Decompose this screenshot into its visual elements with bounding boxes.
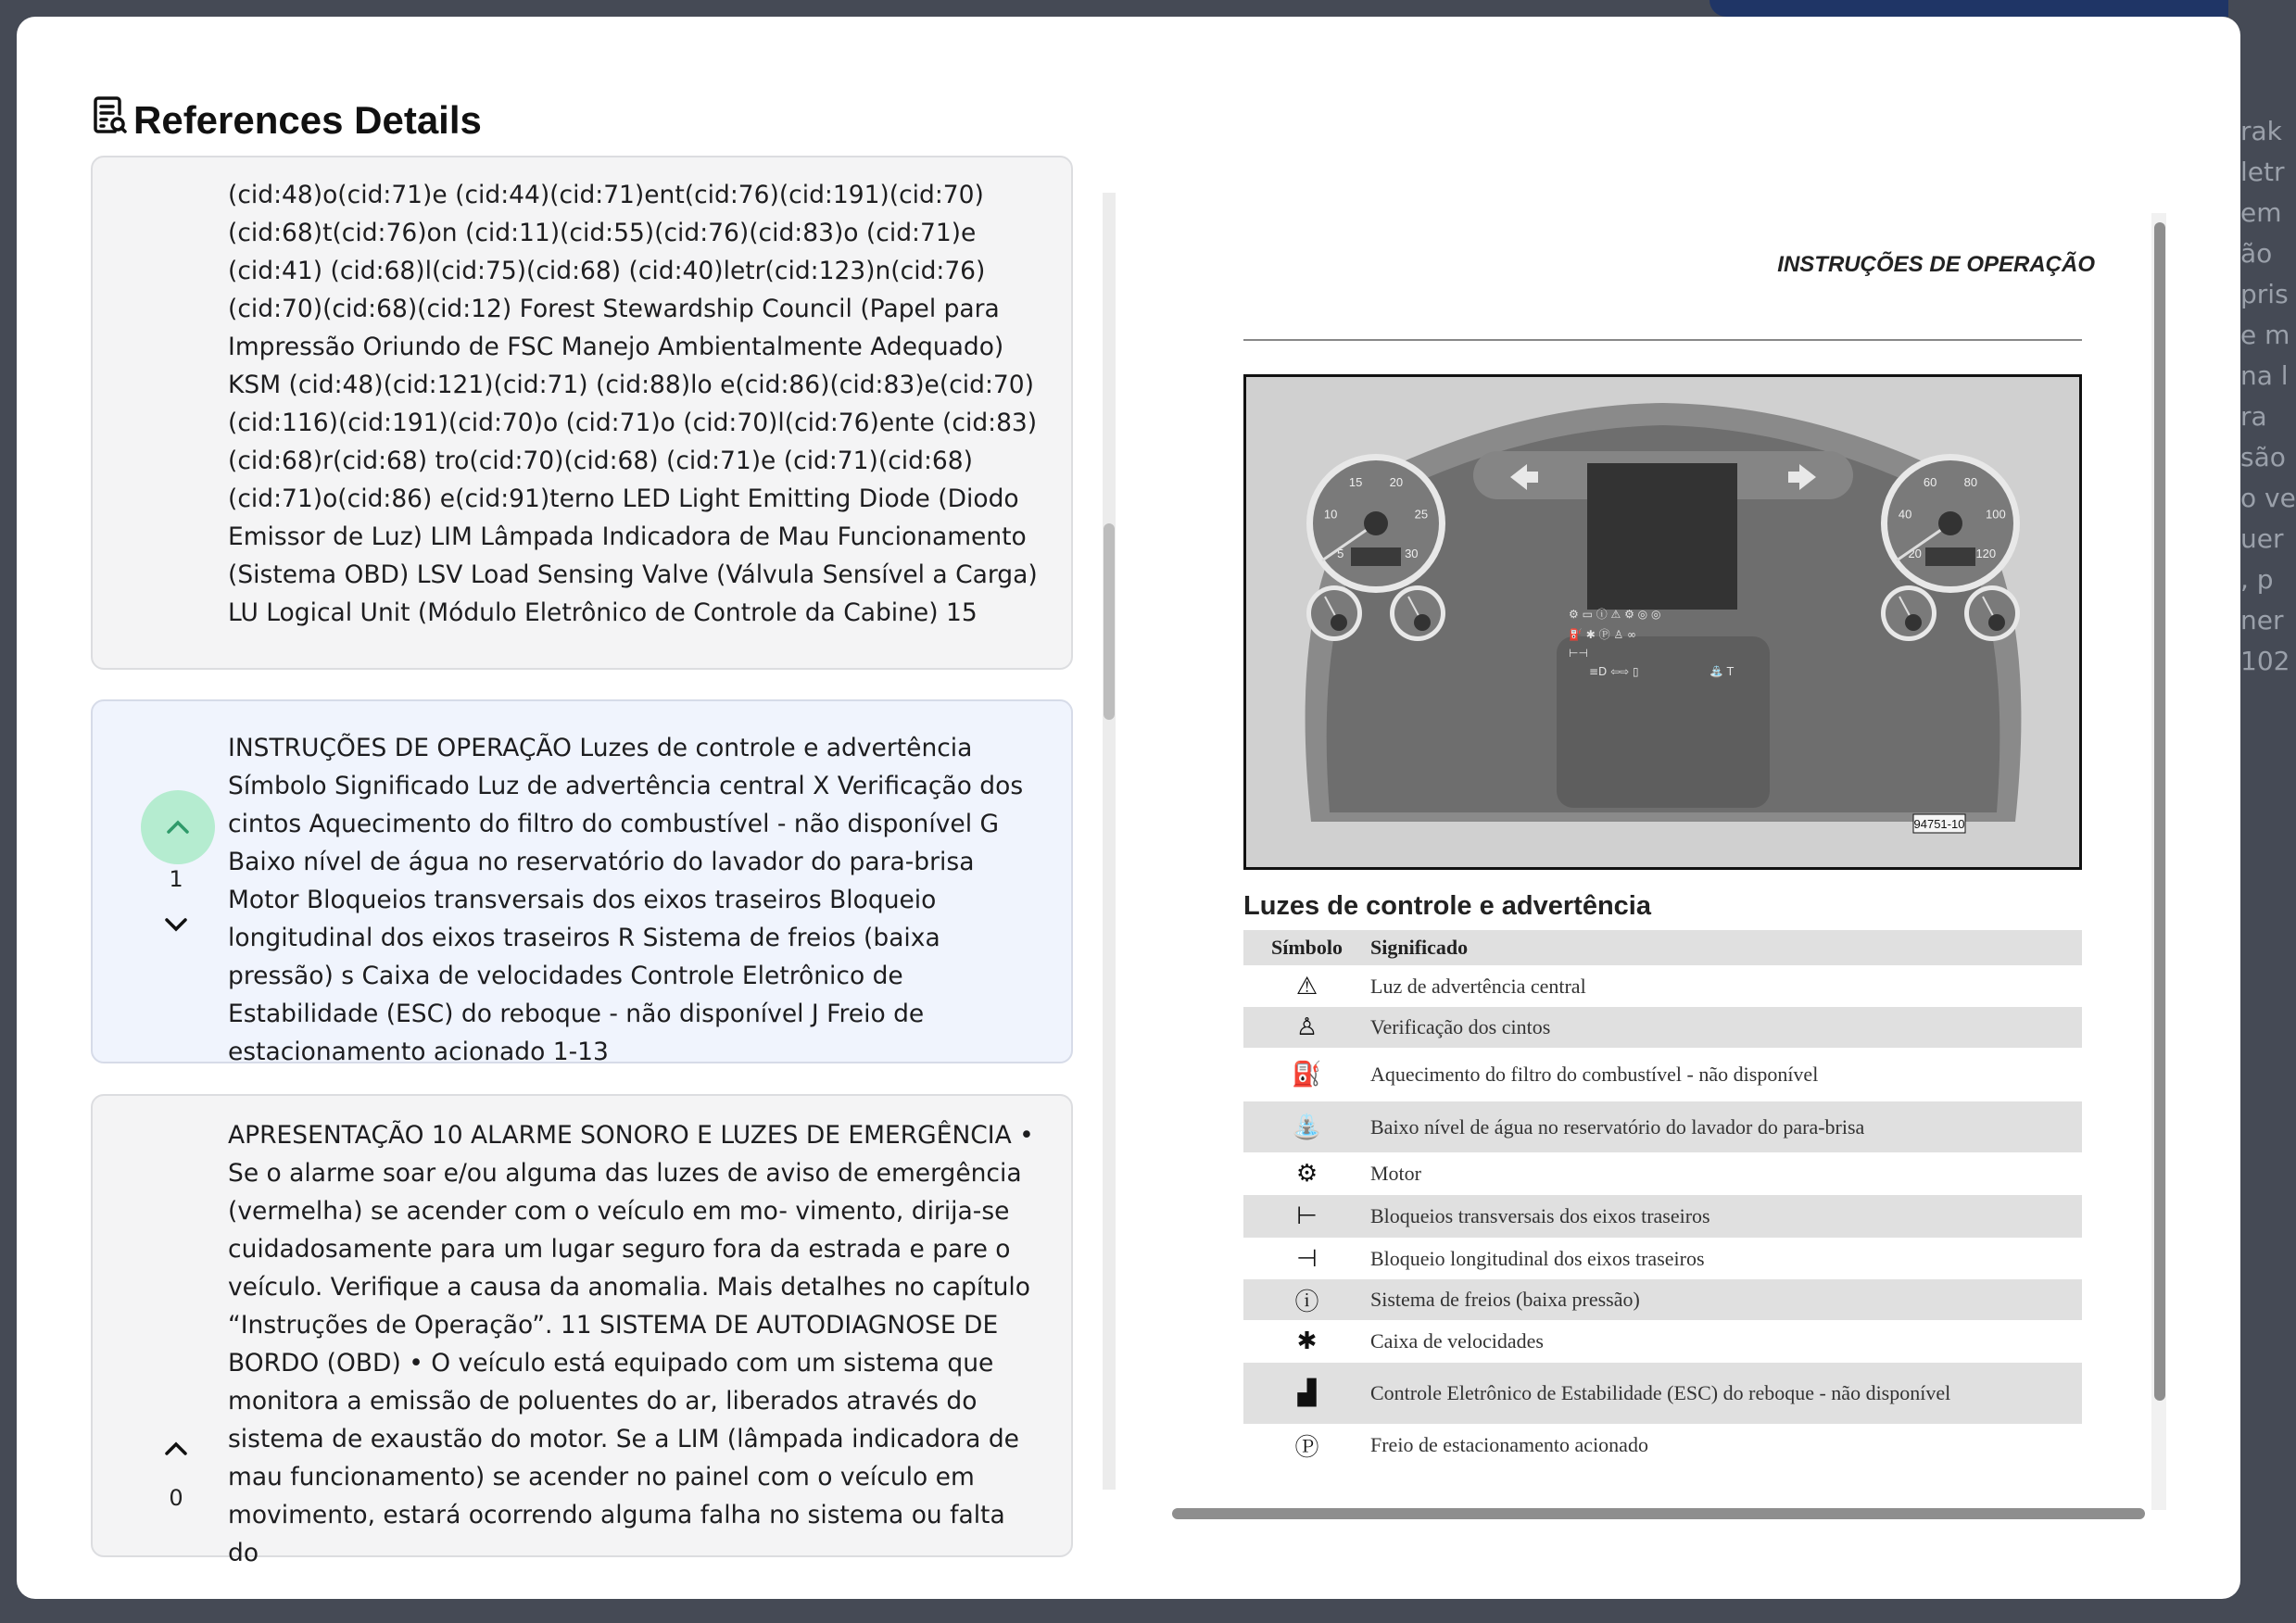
chevron-up-icon xyxy=(163,1441,189,1457)
table-row xyxy=(1243,1238,2082,1279)
gauge-label: 80 xyxy=(1963,475,1978,490)
gauge-label: 30 xyxy=(1405,547,1419,561)
section-title: Luzes de controle e advertência xyxy=(1243,891,1651,921)
table-row xyxy=(1243,1152,2082,1195)
reference-text: APRESENTAÇÃO 10 ALARME SONORO E LUZES DE EMERGÊNCIA • Se o alarme soar e/ou alguma das luzes de aviso de emergência (vermelha) se acender com o veículo em mo- vimento, dirija-se cuidadosamente para um lugar seguro fora da estrada e pare o veículo. Verifique a causa da anomalia. Mais detalhes no capítulo “Instruções de Operação”. 11 SISTEMA DE AUTODIAGNOSE DE BORDO (OBD) • O veículo está equipado com um sistema que monitora a emissão de poluentes do ar, liberados através do sistema de exaustão do motor. Se a LIM (lâmpada indicadora de mau funcionamento) se acender no painel com o veículo em movimento, estará ocorrendo alguma falha no sistema ou falta do xyxy=(228,1121,1034,1567)
meaning-text: Aquecimento do filtro do combustível - não disponível xyxy=(1370,1063,1819,1086)
parking-brake-icon: Ⓟ xyxy=(1294,1433,1319,1461)
vote-count: 1 xyxy=(169,866,183,892)
axle-longitudinal-lock-icon: ⊣ xyxy=(1296,1244,1318,1272)
meaning-text: Bloqueio longitudinal dos eixos traseiros xyxy=(1370,1246,1705,1270)
background-page-text: rak letr em ão pris e m na l ra são o ve uer , p ner 102 xyxy=(2240,116,2296,676)
reference-card-active[interactable] xyxy=(91,699,1073,1066)
reference-text: (cid:48)o(cid:71)e (cid:44)(cid:71)ent(cid:76)(cid:191)(cid:70) (cid:68)t(cid:76)on (cid:11)(cid:55)(cid:76)(cid:83)o (cid:71)e (cid:41) (cid:68)l(cid:75)(cid:68) (cid:40)letr(cid:123)n(cid:76)(cid:70)(cid:68)(cid:12) Forest Stewardship Council (Papel para Impressão Oriundo de FSC Manejo Ambientalmente Adequado) KSM (cid:48)(cid:121)(cid:71) (cid:88)lo e(cid:86)(cid:83)e(cid:70)(cid:116)(cid:191)(cid:70)o (cid:71)o (cid:70)l(cid:76)ente (cid:83)(cid:68)r(cid:68) tro(cid:70)(cid:68) (cid:71)e (cid:71)(cid:68)(cid:71)o(cid:86) e(cid:91)terno LED Light Emitting Diode (Diodo Emissor de Luz) LIM Lâmpada Indicadora de Mau Funcionamento (Sistema OBD) LSV Load Sensing Valve (Válvula Sensível a Carga) LU Logical Unit (Módulo Eletrônico de Controle da Cabine) 15 xyxy=(228,181,1038,627)
svg-text:⛲ T: ⛲ T xyxy=(1709,665,1735,678)
dashboard-figure xyxy=(1243,374,2082,870)
meaning-text: Luz de advertência central xyxy=(1370,974,1586,998)
fuel-filter-heating-icon: ⛽ xyxy=(1292,1061,1322,1088)
svg-text:⊢⊣: ⊢⊣ xyxy=(1569,647,1588,660)
small-gauge xyxy=(1964,585,2020,641)
small-gauge xyxy=(1881,585,1936,641)
small-gauge xyxy=(1306,585,1362,641)
engine-icon: ⚙ xyxy=(1295,1160,1318,1187)
warning-triangle-icon: ⚠ xyxy=(1295,972,1318,1000)
tachometer-gauge xyxy=(1306,454,1445,593)
chevron-down-icon xyxy=(163,916,189,933)
gauge-label: 25 xyxy=(1414,507,1429,522)
speedometer-gauge xyxy=(1881,454,2020,593)
meaning-text: Motor xyxy=(1370,1162,1421,1185)
scrollbar-thumb[interactable] xyxy=(1104,523,1115,720)
meaning-text: Sistema de freios (baixa pressão) xyxy=(1370,1279,2082,1320)
table-row xyxy=(1243,965,2082,1007)
table-row xyxy=(1243,1007,2082,1048)
symbols-table xyxy=(1243,930,2082,1466)
document-viewer[interactable] xyxy=(1157,176,2158,1519)
svg-text:≡D ⇦⇨ ▯: ≡D ⇦⇨ ▯ xyxy=(1589,665,1639,678)
meaning-text: Verificação dos cintos xyxy=(1370,1007,2082,1048)
modal-title xyxy=(93,96,482,145)
background-header xyxy=(1709,0,2228,17)
meaning-text: Controle Eletrônico de Estabilidade (ESC) do reboque - não disponível xyxy=(1370,1363,2082,1424)
references-scrollbar[interactable] xyxy=(1103,193,1116,1490)
table-row xyxy=(1243,1320,2082,1363)
gauge-label: 60 xyxy=(1923,475,1937,490)
upvote-button[interactable] xyxy=(139,1437,213,1463)
table-row xyxy=(1243,1048,2082,1101)
document-horizontal-scrollbar[interactable] xyxy=(1172,1508,2145,1519)
reference-card[interactable] xyxy=(91,156,1073,670)
document-page xyxy=(1157,176,2149,1510)
column-header: Símbolo xyxy=(1243,930,1370,965)
reference-card[interactable] xyxy=(91,1094,1073,1567)
column-header: Significado xyxy=(1370,930,2082,965)
references-list[interactable] xyxy=(91,181,1110,1567)
table-row xyxy=(1243,1195,2082,1238)
svg-text:⚙ ▭ ⓘ ⚠ ⚙ ◎ ◎: ⚙ ▭ ⓘ ⚠ ⚙ ◎ ◎ xyxy=(1569,608,1661,621)
document-search-icon xyxy=(93,96,128,145)
meaning-text: Freio de estacionamento acionado xyxy=(1370,1433,1648,1456)
gauge-label: 100 xyxy=(1986,507,2006,522)
modal-title-text: References Details xyxy=(133,98,482,142)
gauge-label: 40 xyxy=(1898,507,1912,522)
axle-cross-lock-icon: ⊢ xyxy=(1296,1202,1318,1229)
upvote-button[interactable] xyxy=(141,790,215,864)
meaning-text: Caixa de velocidades xyxy=(1370,1329,1544,1352)
svg-text:⛽ ✱ Ⓟ ♙ ∞: ⛽ ✱ Ⓟ ♙ ∞ xyxy=(1569,628,1637,641)
table-row xyxy=(1243,1279,2082,1320)
gauge-label: 20 xyxy=(1908,547,1922,561)
gauge-label: 5 xyxy=(1337,547,1344,561)
small-gauge xyxy=(1390,585,1445,641)
table-row xyxy=(1243,1424,2082,1466)
washer-fluid-icon: ⛲ xyxy=(1292,1113,1322,1140)
gearbox-icon: ✱ xyxy=(1296,1327,1318,1354)
brake-pressure-icon: ⓘ xyxy=(1294,1288,1319,1315)
meaning-text: Bloqueios transversais dos eixos traseiros xyxy=(1370,1195,2082,1238)
meaning-text: Baixo nível de água no reservatório do lavador do para-brisa xyxy=(1370,1101,2082,1152)
table-row xyxy=(1243,1363,2082,1424)
downvote-button[interactable] xyxy=(139,912,213,938)
trailer-esc-icon: ▟ xyxy=(1297,1379,1317,1406)
divider xyxy=(1243,339,2082,341)
document-vertical-scrollbar[interactable] xyxy=(2154,222,2165,1401)
gauge-label: 120 xyxy=(1975,547,1997,561)
vote-count: 0 xyxy=(169,1485,183,1511)
seatbelt-icon: ♙ xyxy=(1295,1013,1318,1040)
table-row xyxy=(1243,1101,2082,1152)
page-header: INSTRUÇÕES DE OPERAÇÃO xyxy=(1777,252,2095,277)
reference-text: INSTRUÇÕES DE OPERAÇÃO Luzes de controle e advertência Símbolo Significado Luz de advertência central X Verificação dos cintos Aquecimento do filtro do combustível - não disponível G Baixo nível de água no reservatório do lavador do para-brisa Motor Bloqueios transversais dos eixos traseiros Bloqueio longitudinal dos eixos traseiros R Sistema de freios (baixa pressão) s Caixa de velocidades Controle Eletrônico de Estabilidade (ESC) do reboque - não disponível J Freio de estacionamento acionado 1-13 xyxy=(228,734,1024,1066)
figure-code: 94751-10 xyxy=(1913,817,1965,831)
gauge-label: 20 xyxy=(1389,475,1404,490)
gauge-label: 15 xyxy=(1348,475,1363,490)
gauge-label: 10 xyxy=(1323,507,1338,522)
